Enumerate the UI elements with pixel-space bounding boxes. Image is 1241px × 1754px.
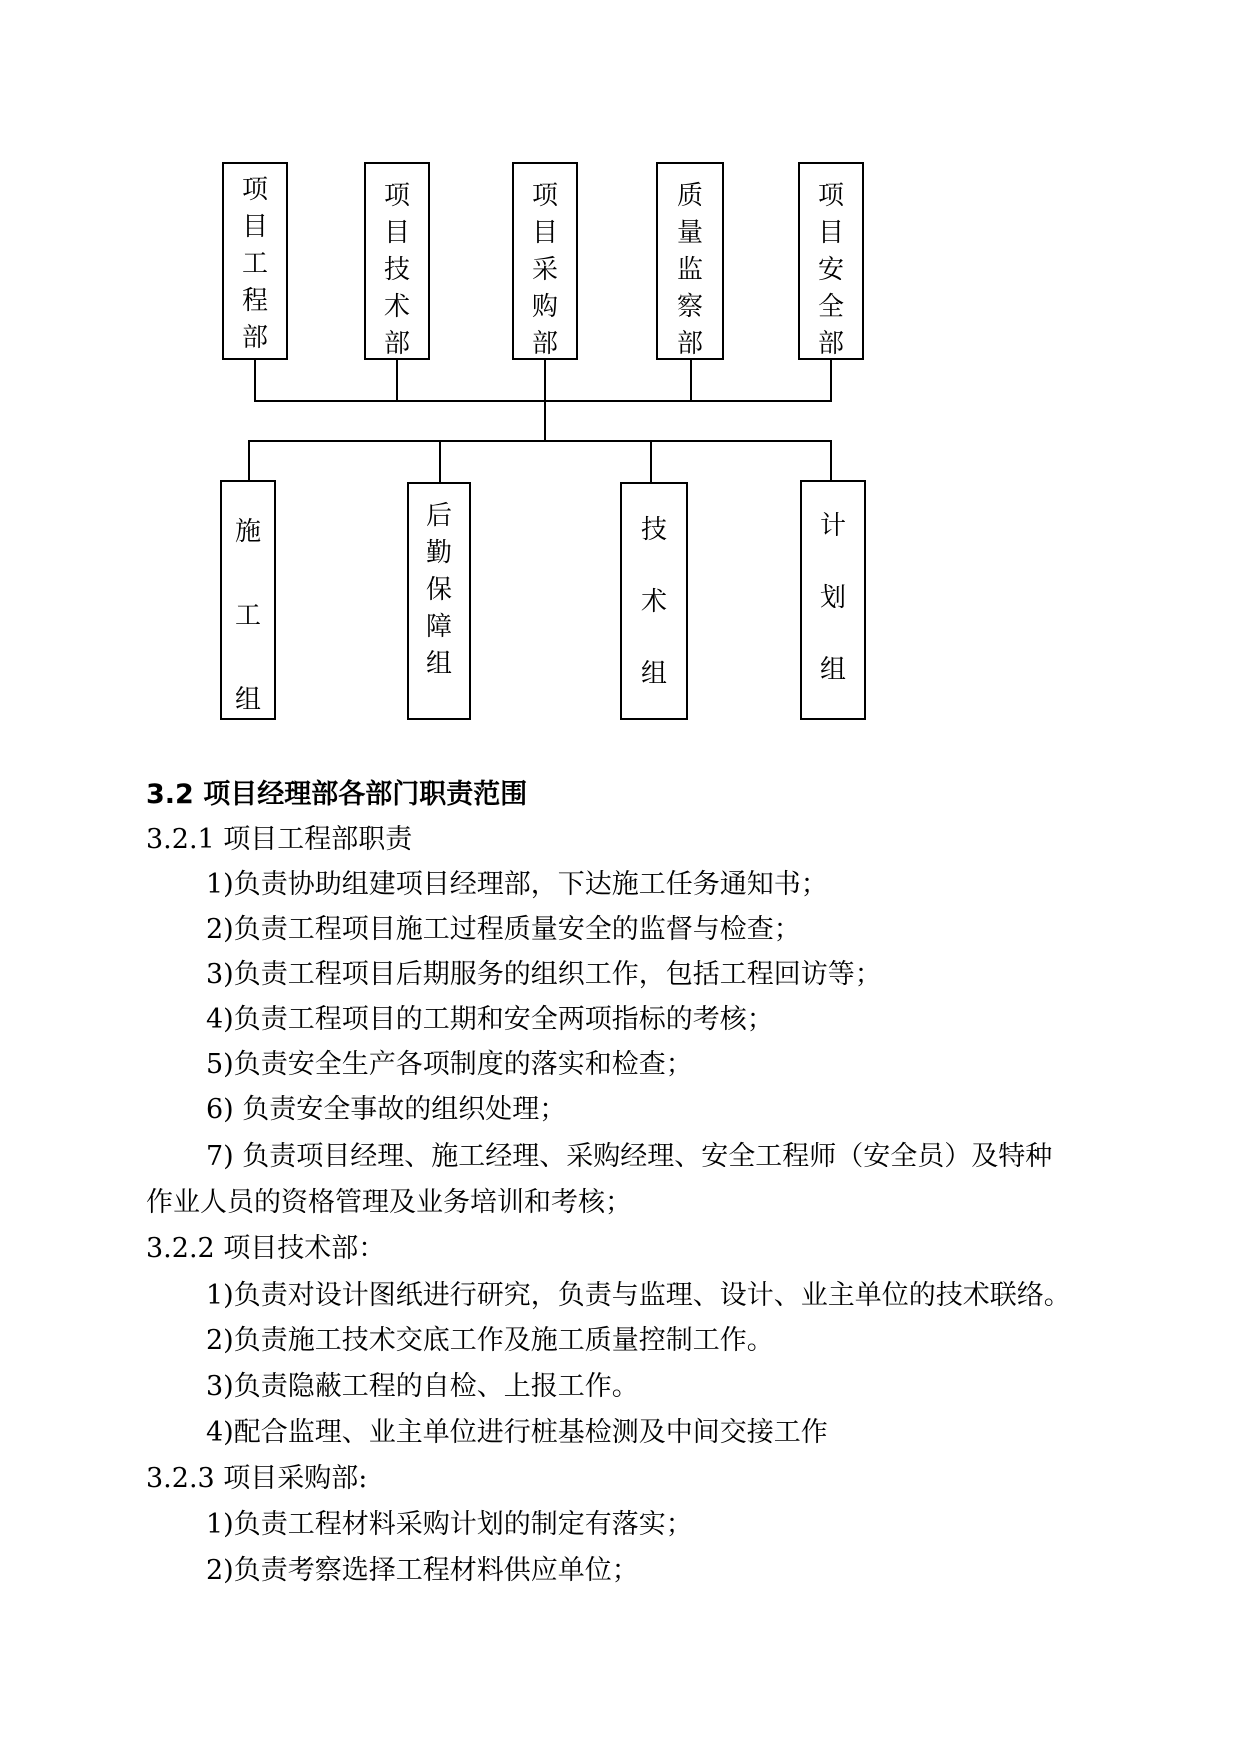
char: 勤 [425, 538, 452, 568]
char: 察 [676, 292, 703, 322]
char: 保 [425, 575, 452, 605]
char: 组 [640, 659, 667, 689]
connector [830, 440, 832, 480]
list-item: 1)负责工程材料采购计划的制定有落实； [206, 1509, 693, 1540]
org-chart [0, 0, 1241, 760]
char: 项 [383, 181, 410, 211]
subsection-title: 3.2.3 项目采购部: [146, 1463, 368, 1494]
char: 后 [425, 501, 452, 531]
char: 目 [817, 218, 844, 248]
char: 计 [819, 511, 846, 541]
char: 质 [676, 181, 703, 211]
list-item: 3)负责工程项目后期服务的组织工作，包括工程回访等； [206, 959, 882, 990]
list-item: 7) 负责项目经理、施工经理、采购经理、安全工程师（安全员）及特种 [206, 1141, 1053, 1172]
connector [650, 440, 652, 482]
connector [254, 360, 256, 400]
char: 部 [531, 329, 558, 359]
char: 组 [819, 655, 846, 685]
box-project-safety-dept [798, 162, 864, 360]
box-project-procurement-dept [512, 162, 578, 360]
char: 项 [241, 175, 268, 205]
list-item: 1)负责对设计图纸进行研究，负责与监理、设计、业主单位的技术联络。 [206, 1280, 1071, 1311]
list-item: 2)负责工程项目施工过程质量安全的监督与检查； [206, 914, 801, 945]
connector [254, 400, 832, 402]
char: 施 [234, 517, 261, 547]
char: 工 [234, 601, 261, 631]
char: 部 [241, 323, 268, 353]
char: 量 [676, 218, 703, 248]
connector [830, 360, 832, 400]
char: 目 [531, 218, 558, 248]
char: 技 [383, 255, 410, 285]
char: 程 [241, 286, 268, 316]
list-item: 3)负责隐蔽工程的自检、上报工作。 [206, 1371, 639, 1402]
char: 安 [817, 255, 844, 285]
char: 全 [817, 292, 844, 322]
list-item: 5)负责安全生产各项制度的落实和检查； [206, 1049, 693, 1080]
char: 划 [819, 583, 846, 613]
char: 购 [531, 292, 558, 322]
box-technical-group [620, 482, 688, 720]
subsection-title: 3.2.1 项目工程部职责 [146, 824, 413, 855]
char: 目 [241, 212, 268, 242]
list-item: 4)配合监理、业主单位进行桩基检测及中间交接工作 [206, 1417, 828, 1448]
char: 术 [383, 292, 410, 322]
list-item-continuation: 作业人员的资格管理及业务培训和考核； [146, 1187, 632, 1218]
connector [248, 440, 832, 442]
char: 技 [640, 515, 667, 545]
list-item: 1)负责协助组建项目经理部，下达施工任务通知书； [206, 869, 828, 900]
list-item: 2)负责考察选择工程材料供应单位； [206, 1555, 639, 1586]
box-project-engineering-dept [222, 162, 288, 360]
char: 部 [676, 329, 703, 359]
list-item: 6) 负责安全事故的组织处理； [206, 1094, 567, 1125]
box-project-technical-dept [364, 162, 430, 360]
box-logistics-group [407, 482, 471, 720]
section-heading: 3.2 项目经理部各部门职责范围 [146, 779, 528, 810]
char: 项 [817, 181, 844, 211]
char: 项 [531, 181, 558, 211]
subsection-title: 3.2.2 项目技术部： [146, 1233, 386, 1264]
char: 术 [640, 587, 667, 617]
char: 目 [383, 218, 410, 248]
list-item: 4)负责工程项目的工期和安全两项指标的考核； [206, 1004, 774, 1035]
char: 组 [425, 649, 452, 679]
char: 组 [234, 685, 261, 715]
box-quality-supervision-dept [656, 162, 724, 360]
list-item: 2)负责施工技术交底工作及施工质量控制工作。 [206, 1325, 774, 1356]
char: 部 [817, 329, 844, 359]
box-construction-group [220, 480, 276, 720]
char: 监 [676, 255, 703, 285]
connector [690, 360, 692, 400]
connector [396, 360, 398, 400]
char: 工 [241, 249, 268, 279]
connector [439, 440, 441, 482]
char: 障 [425, 612, 452, 642]
box-planning-group [800, 480, 866, 720]
char: 采 [531, 255, 558, 285]
char: 部 [383, 329, 410, 359]
connector [248, 440, 250, 482]
